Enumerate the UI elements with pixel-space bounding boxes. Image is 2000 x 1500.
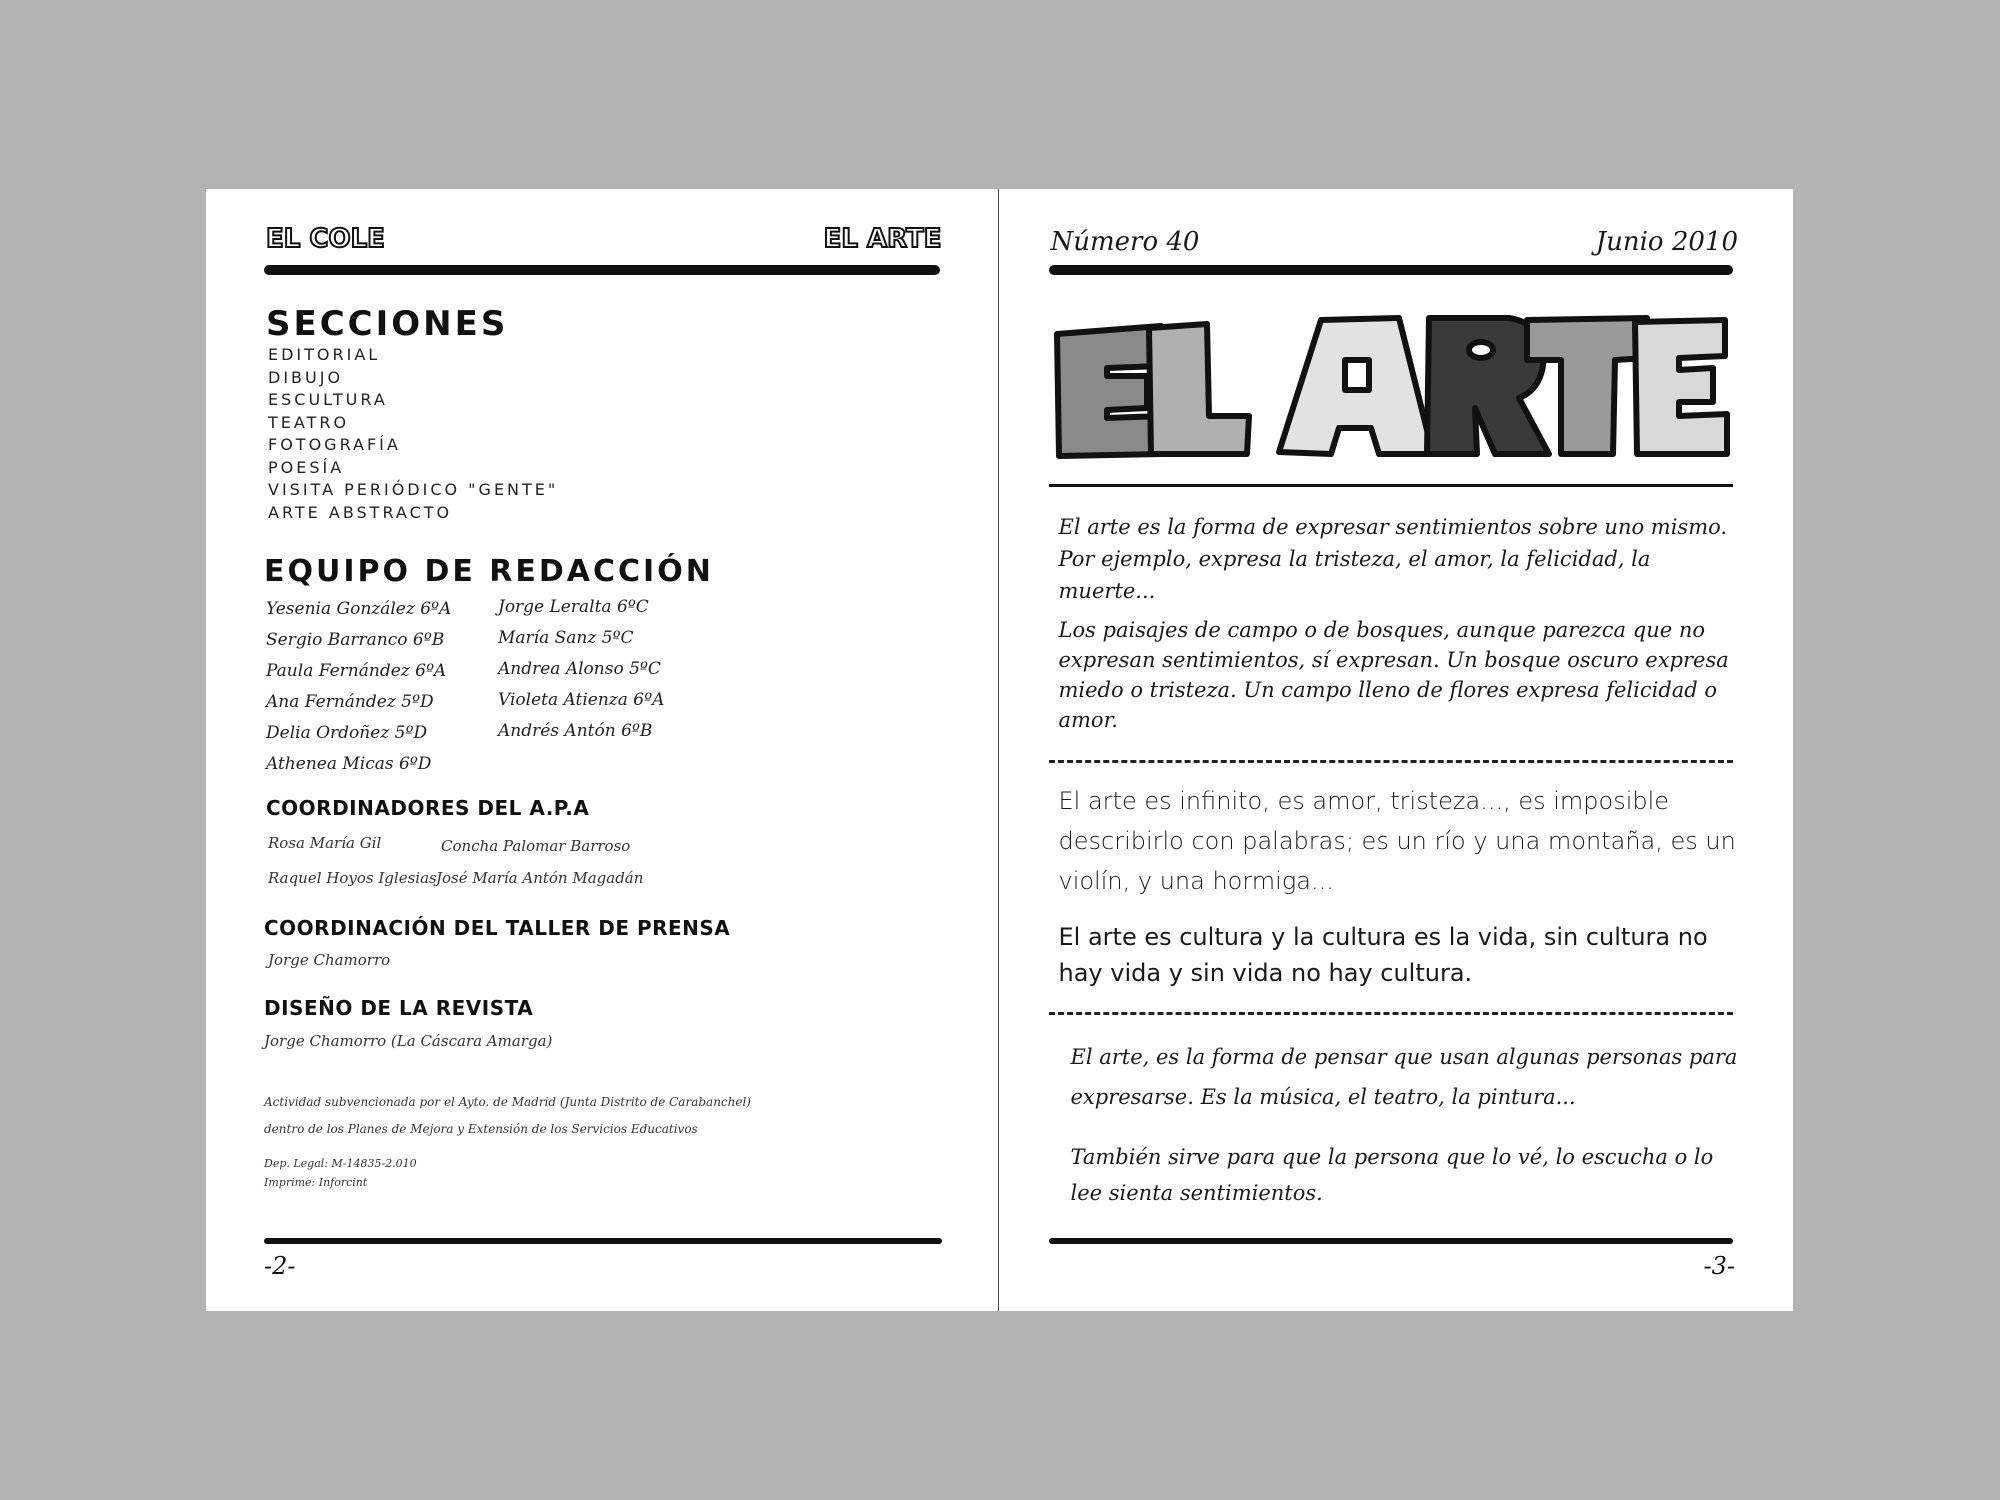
- team-title: EQUIPO DE REDACCIÓN: [264, 554, 714, 589]
- design-title: DISEÑO DE LA REVISTA: [264, 996, 534, 1020]
- list-item: EDITORIAL: [268, 345, 381, 364]
- sections-list: [268, 344, 558, 524]
- running-head-right: EL ARTE: [823, 224, 942, 254]
- legal-deposit: Dep. Legal: M-14835-2.010: [264, 1157, 417, 1170]
- running-head-left: EL COLE: [266, 224, 385, 254]
- issue-date: Junio 2010: [1595, 227, 1738, 257]
- page-left: [206, 189, 998, 1311]
- magazine-spread: [206, 189, 1793, 1311]
- footer-rule: [264, 1238, 942, 1244]
- list-item: TEATRO: [268, 412, 350, 432]
- credits-line-2: dentro de los Planes de Mejora y Extensión de los Servicios Educativos: [264, 1122, 698, 1136]
- list-item: POESÍA: [268, 457, 345, 477]
- design-name: Jorge Chamorro (La Cáscara Amarga): [264, 1032, 553, 1050]
- logo-rule: [1049, 484, 1733, 487]
- divider-dashed-2: [1049, 1012, 1733, 1015]
- list-item: Jorge Leralta 6ºC: [498, 597, 649, 617]
- paragraph-5: El arte, es la forma de pensar que usan algunas personas para expresarse. Es la música, el teatro, la pintura...: [1070, 1045, 1738, 1109]
- list-item: Paula Fernández 6ºA: [266, 661, 447, 681]
- apa-name: Raquel Hoyos Iglesias: [268, 869, 437, 887]
- list-item: Violeta Atienza 6ºA: [498, 690, 665, 710]
- list-item: Delia Ordoñez 5ºD: [266, 723, 428, 743]
- list-item: VISITA PERIÓDICO "GENTE": [268, 480, 559, 499]
- press-name: Jorge Chamorro: [268, 951, 391, 969]
- apa-title: COORDINADORES DEL A.P.A: [266, 796, 590, 820]
- list-item: Andrés Antón 6ºB: [498, 721, 653, 741]
- list-item: María Sanz 5ºC: [498, 628, 634, 648]
- header-rule: [264, 265, 940, 275]
- list-item: Yesenia González 6ºA: [266, 599, 452, 619]
- credits-line-1: Actividad subvencionada por el Ayto. de Madrid (Junta Distrito de Carabanchel): [264, 1095, 751, 1109]
- team-column-1: [266, 594, 451, 780]
- press-title: COORDINACIÓN DEL TALLER DE PRENSA: [264, 916, 731, 940]
- list-item: ESCULTURA: [268, 390, 388, 409]
- paragraph-3: El arte es infinito, es amor, tristeza..., es imposible describirlo con palabras; es un río y una montaña, es un violín, y una hormiga...: [1058, 787, 1736, 895]
- list-item: DIBUJO: [268, 367, 344, 387]
- list-item: ARTE ABSTRACTO: [268, 502, 453, 522]
- paragraph-1: El arte es la forma de expresar sentimientos sobre uno mismo. Por ejemplo, expresa la tristeza, el amor, la felicidad, la muerte...: [1058, 515, 1728, 603]
- apa-name: Rosa María Gil: [268, 834, 382, 852]
- issue-number: Número 40: [1050, 227, 1200, 257]
- header-rule: [1049, 265, 1733, 275]
- list-item: Athenea Micas 6ºD: [266, 754, 432, 774]
- apa-name: Concha Palomar Barroso: [441, 837, 631, 855]
- paragraph-6: También sirve para que la persona que lo vé, lo escucha o lo lee sienta sentimientos.: [1070, 1145, 1714, 1205]
- divider-dashed-1: [1049, 760, 1733, 763]
- team-column-2: [498, 592, 664, 747]
- list-item: FOTOGRAFÍA: [268, 435, 401, 454]
- printer: Imprime: Inforcint: [264, 1176, 368, 1189]
- footer-rule: [1049, 1238, 1733, 1244]
- sections-title: SECCIONES: [266, 304, 509, 344]
- el-arte-logo: [1049, 304, 1733, 464]
- list-item: Ana Fernández 5ºD: [266, 692, 434, 712]
- page-number-left: -2-: [264, 1252, 296, 1280]
- paragraph-2: Los paisajes de campo o de bosques, aunque parezca que no expresan sentimientos, sí expresan. Un bosque oscuro expresa miedo o tristeza. Un campo lleno de flores expresa felicidad o amor.: [1058, 618, 1729, 732]
- list-item: Sergio Barranco 6ºB: [266, 630, 445, 650]
- page-right: [999, 189, 1794, 1311]
- apa-name: José María Antón Magadán: [436, 869, 644, 887]
- paragraph-4: El arte es cultura y la cultura es la vida, sin cultura no hay vida y sin vida no hay cultura.: [1058, 923, 1708, 987]
- list-item: Andrea Alonso 5ºC: [498, 659, 661, 679]
- page-number-right: -3-: [1703, 1252, 1735, 1280]
